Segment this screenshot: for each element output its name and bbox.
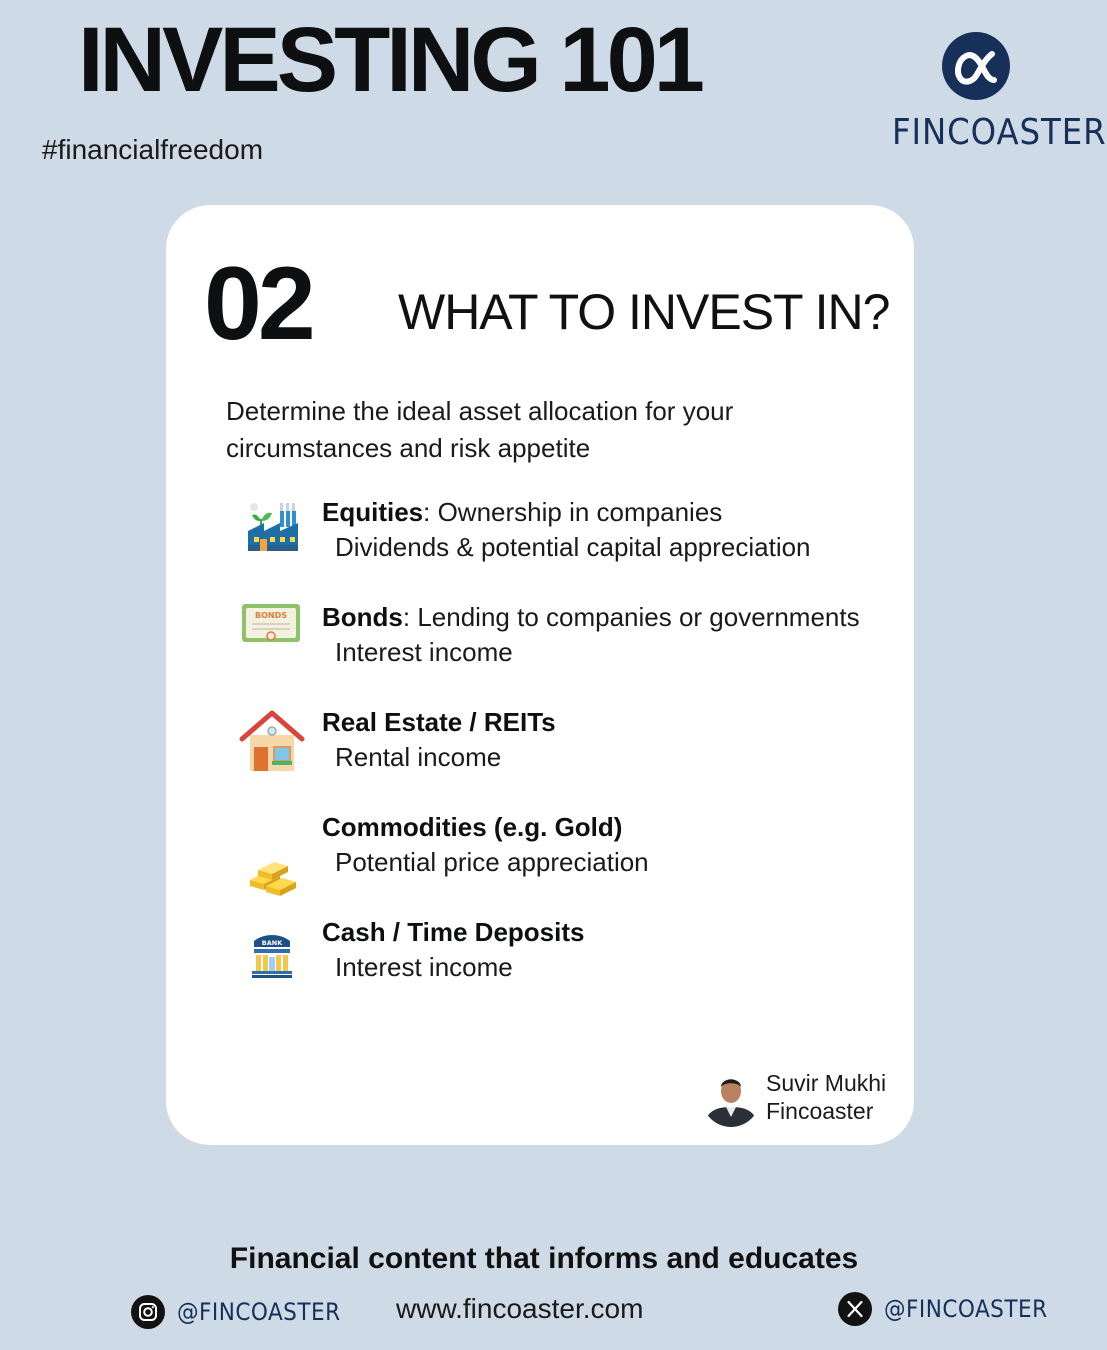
asset-name: Cash / Time Deposits xyxy=(322,917,585,947)
asset-description: : Lending to companies or governments xyxy=(402,602,860,632)
bank-label: BANK xyxy=(261,939,283,947)
asset-detail: Interest income xyxy=(335,637,513,667)
asset-detail: Interest income xyxy=(335,952,513,982)
asset-item-commodities xyxy=(240,812,860,892)
section-number: 02 xyxy=(204,246,312,362)
asset-item-real-estate xyxy=(240,707,860,787)
asset-item-cash xyxy=(240,917,860,997)
x-link[interactable] xyxy=(838,1289,1058,1329)
factory-icon xyxy=(240,497,304,561)
page-title: INVESTING 101 xyxy=(78,9,701,111)
instagram-icon xyxy=(131,1295,165,1329)
asset-name: Bonds xyxy=(322,602,403,632)
hashtag: #financialfreedom xyxy=(42,134,264,165)
website-link[interactable]: www.fincoaster.com xyxy=(396,1293,644,1324)
x-handle: @FINCOASTER xyxy=(884,1295,1048,1323)
asset-name: Equities xyxy=(322,497,424,527)
section-title: WHAT TO INVEST IN? xyxy=(398,284,890,340)
intro-text: Determine the ideal asset allocation for your circumstances and risk appetite xyxy=(226,396,734,463)
asset-name: Real Estate / REITs xyxy=(322,707,556,737)
asset-item-equities xyxy=(240,497,860,577)
instagram-link[interactable] xyxy=(131,1292,351,1332)
gold-bars-icon xyxy=(240,840,304,904)
bonds-label: BONDS xyxy=(255,611,287,620)
author-credit xyxy=(702,1069,902,1129)
x-logo-icon xyxy=(838,1292,872,1326)
bond-certificate-icon xyxy=(240,602,304,666)
instagram-handle: @FINCOASTER xyxy=(177,1298,341,1326)
avatar xyxy=(702,1069,760,1127)
asset-detail: Potential price appreciation xyxy=(335,847,649,877)
author-organization: Fincoaster xyxy=(766,1098,874,1124)
asset-name: Commodities (e.g. Gold) xyxy=(322,812,623,842)
brand-logo[interactable] xyxy=(880,28,1107,158)
alpha-logo-icon xyxy=(940,30,1012,102)
asset-detail: Rental income xyxy=(335,742,502,772)
bank-icon xyxy=(240,927,304,991)
asset-item-bonds xyxy=(240,602,860,682)
asset-description: : Ownership in companies xyxy=(423,497,723,527)
brand-name: FINCOASTER xyxy=(892,112,1107,153)
asset-detail: Dividends & potential capital appreciation xyxy=(335,532,811,562)
tagline: Financial content that informs and educates xyxy=(229,1242,859,1275)
author-name: Suvir Mukhi xyxy=(766,1070,887,1096)
content-card xyxy=(166,205,914,1145)
house-icon xyxy=(240,707,304,771)
